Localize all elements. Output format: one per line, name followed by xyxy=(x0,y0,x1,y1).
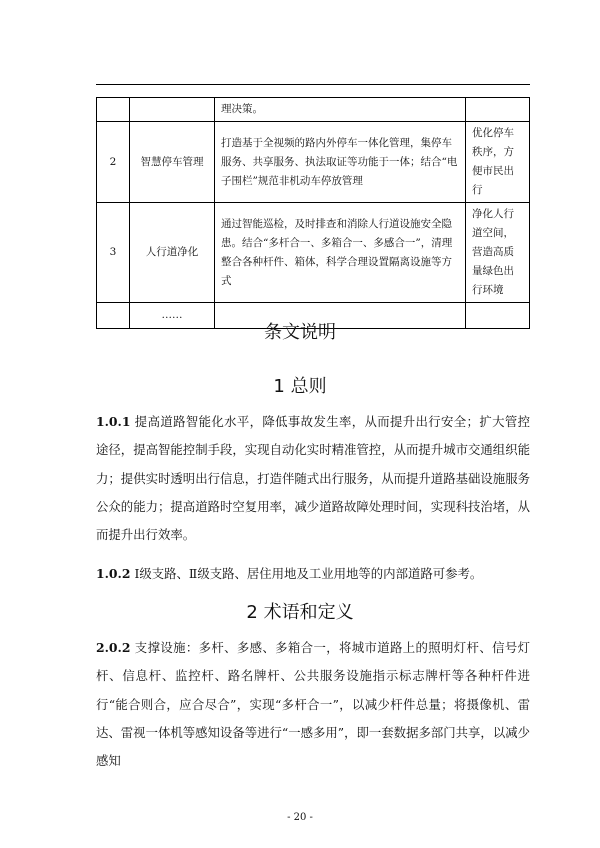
measure-name: 人行道净化 xyxy=(130,203,215,303)
clause-text: 支撑设施：多杆、多感、多箱合一，将城市道路上的照明灯杆、信号灯杆、信息杆、监控杆、路名牌杆、公共服务设施指示标志牌杆等各种杆件进行“能合则合，应合尽合”，实现“多杆合一”，以减少杆件总量；将摄像机、雷达、雷视一体机等感知设备等进行“一感多用”，即一套数据多部门共享，以减少感知 xyxy=(96,640,530,769)
measure-content: 理决策。 xyxy=(215,98,466,122)
measure-name: 智慧停车管理 xyxy=(130,122,215,203)
heading-terms: 2 术语和定义 xyxy=(246,602,354,623)
clause-number: 1.0.1 xyxy=(96,414,131,429)
clause-text: 提高道路智能化水平，降低事故发生率，从而提升出行安全；扩大管控途径，提高智能控制手段，实现自动化实时精准管控，从而提升城市交通组织能力；提供实时透明出行信息，打造伴随式出行服务，从而提升道路基础设施服务公众的能力；提高道路时空复用率，减少道路故障处理时间，实现科技治堵，从而提升出行效率。 xyxy=(96,414,530,543)
row-number: 2 xyxy=(97,122,130,203)
page-number: - 20 - xyxy=(287,812,313,823)
clause-1-0-1 xyxy=(96,408,530,549)
measure-name xyxy=(130,98,215,122)
measure-effect xyxy=(466,98,530,122)
row-number: 3 xyxy=(97,203,130,303)
measure-content: 打造基于全视频的路内外停车一体化管理，集停车服务、共享服务、执法取证等功能于一体；结合“电子围栏”规范非机动车停放管理 xyxy=(215,122,466,203)
measure-content: 通过智能巡检，及时排查和消除人行道设施安全隐患。结合“多杆合一、多箱合一、多感合一”，清理整合各种杆件、箱体，科学合理设置隔离设施等方式 xyxy=(215,203,466,303)
clause-number: 2.0.2 xyxy=(96,640,131,655)
table-row xyxy=(97,203,530,303)
clause-number: 1.0.2 xyxy=(96,566,131,581)
table-row xyxy=(97,122,530,203)
clause-1-0-2 xyxy=(96,560,530,588)
clause-2-0-2 xyxy=(96,634,530,775)
header-rule xyxy=(96,84,530,85)
row-number xyxy=(97,98,130,122)
measure-effect: 优化停车秩序，方便市民出行 xyxy=(466,122,530,203)
heading-general: 1 总则 xyxy=(273,376,327,397)
clause-text: Ⅰ级支路、Ⅱ级支路、居住用地及工业用地等的内部道路可参考。 xyxy=(130,566,483,581)
measure-name: …… xyxy=(130,303,215,329)
heading-explanation: 条文说明 xyxy=(264,322,336,343)
measures-table xyxy=(96,97,530,329)
table-row xyxy=(97,98,530,122)
measure-effect: 净化人行道空间，营造高质量绿色出行环境 xyxy=(466,203,530,303)
